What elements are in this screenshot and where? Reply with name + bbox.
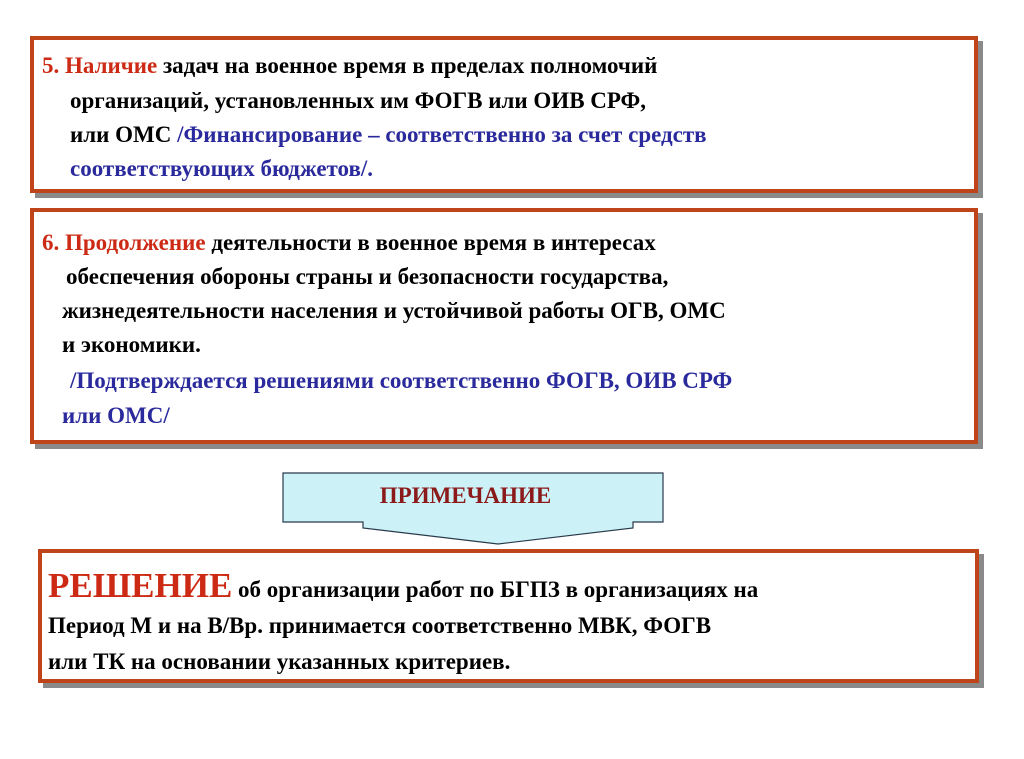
item-6-line-1-text: деятельности в военное время в интересах bbox=[211, 230, 656, 255]
item-5-line-3-text: или ОМС bbox=[70, 122, 172, 147]
item-6-line-6: или ОМС/ bbox=[62, 403, 170, 428]
item-6-line-4: и экономики. bbox=[62, 332, 201, 357]
item-5-number: 5. bbox=[42, 53, 60, 78]
decision-line-2: Период М и на В/Вр. принимается соответственно МВК, ФОГВ bbox=[48, 613, 712, 638]
item-5-keyword: Наличие bbox=[65, 53, 158, 78]
item-6-keyword: Продолжение bbox=[65, 230, 206, 255]
item-5-line-2: организаций, установленных им ФОГВ или ОИВ СРФ, bbox=[70, 88, 647, 113]
decision-keyword: РЕШЕНИЕ bbox=[48, 566, 233, 605]
decision-line-1-text: об организации работ по БГПЗ в организациях на bbox=[238, 577, 759, 602]
decision-line-3: или ТК на основании указанных критериев. bbox=[48, 649, 511, 674]
item-6-number: 6. bbox=[42, 230, 60, 255]
item-6-line-2: обеспечения обороны страны и безопасности государства, bbox=[66, 264, 669, 289]
item-5-line-4: соответствующих бюджетов/. bbox=[70, 156, 374, 181]
item-6-line-1 bbox=[42, 229, 656, 256]
item-5-line-1 bbox=[42, 52, 657, 79]
decision-line-1 bbox=[48, 566, 758, 610]
item-5-line-1-text: задач на военное время в пределах полномочий bbox=[162, 53, 658, 78]
item-5-funding-note: /Финансирование – соответственно за счет средств bbox=[177, 122, 707, 147]
note-label: ПРИМЕЧАНИЕ bbox=[379, 483, 552, 508]
item-6-line-3: жизнедеятельности населения и устойчивой работы ОГВ, ОМС bbox=[62, 298, 726, 323]
item-5-line-3 bbox=[70, 121, 707, 148]
item-6-line-5: /Подтверждается решениями соответственно ФОГВ, ОИВ СРФ bbox=[70, 368, 733, 393]
